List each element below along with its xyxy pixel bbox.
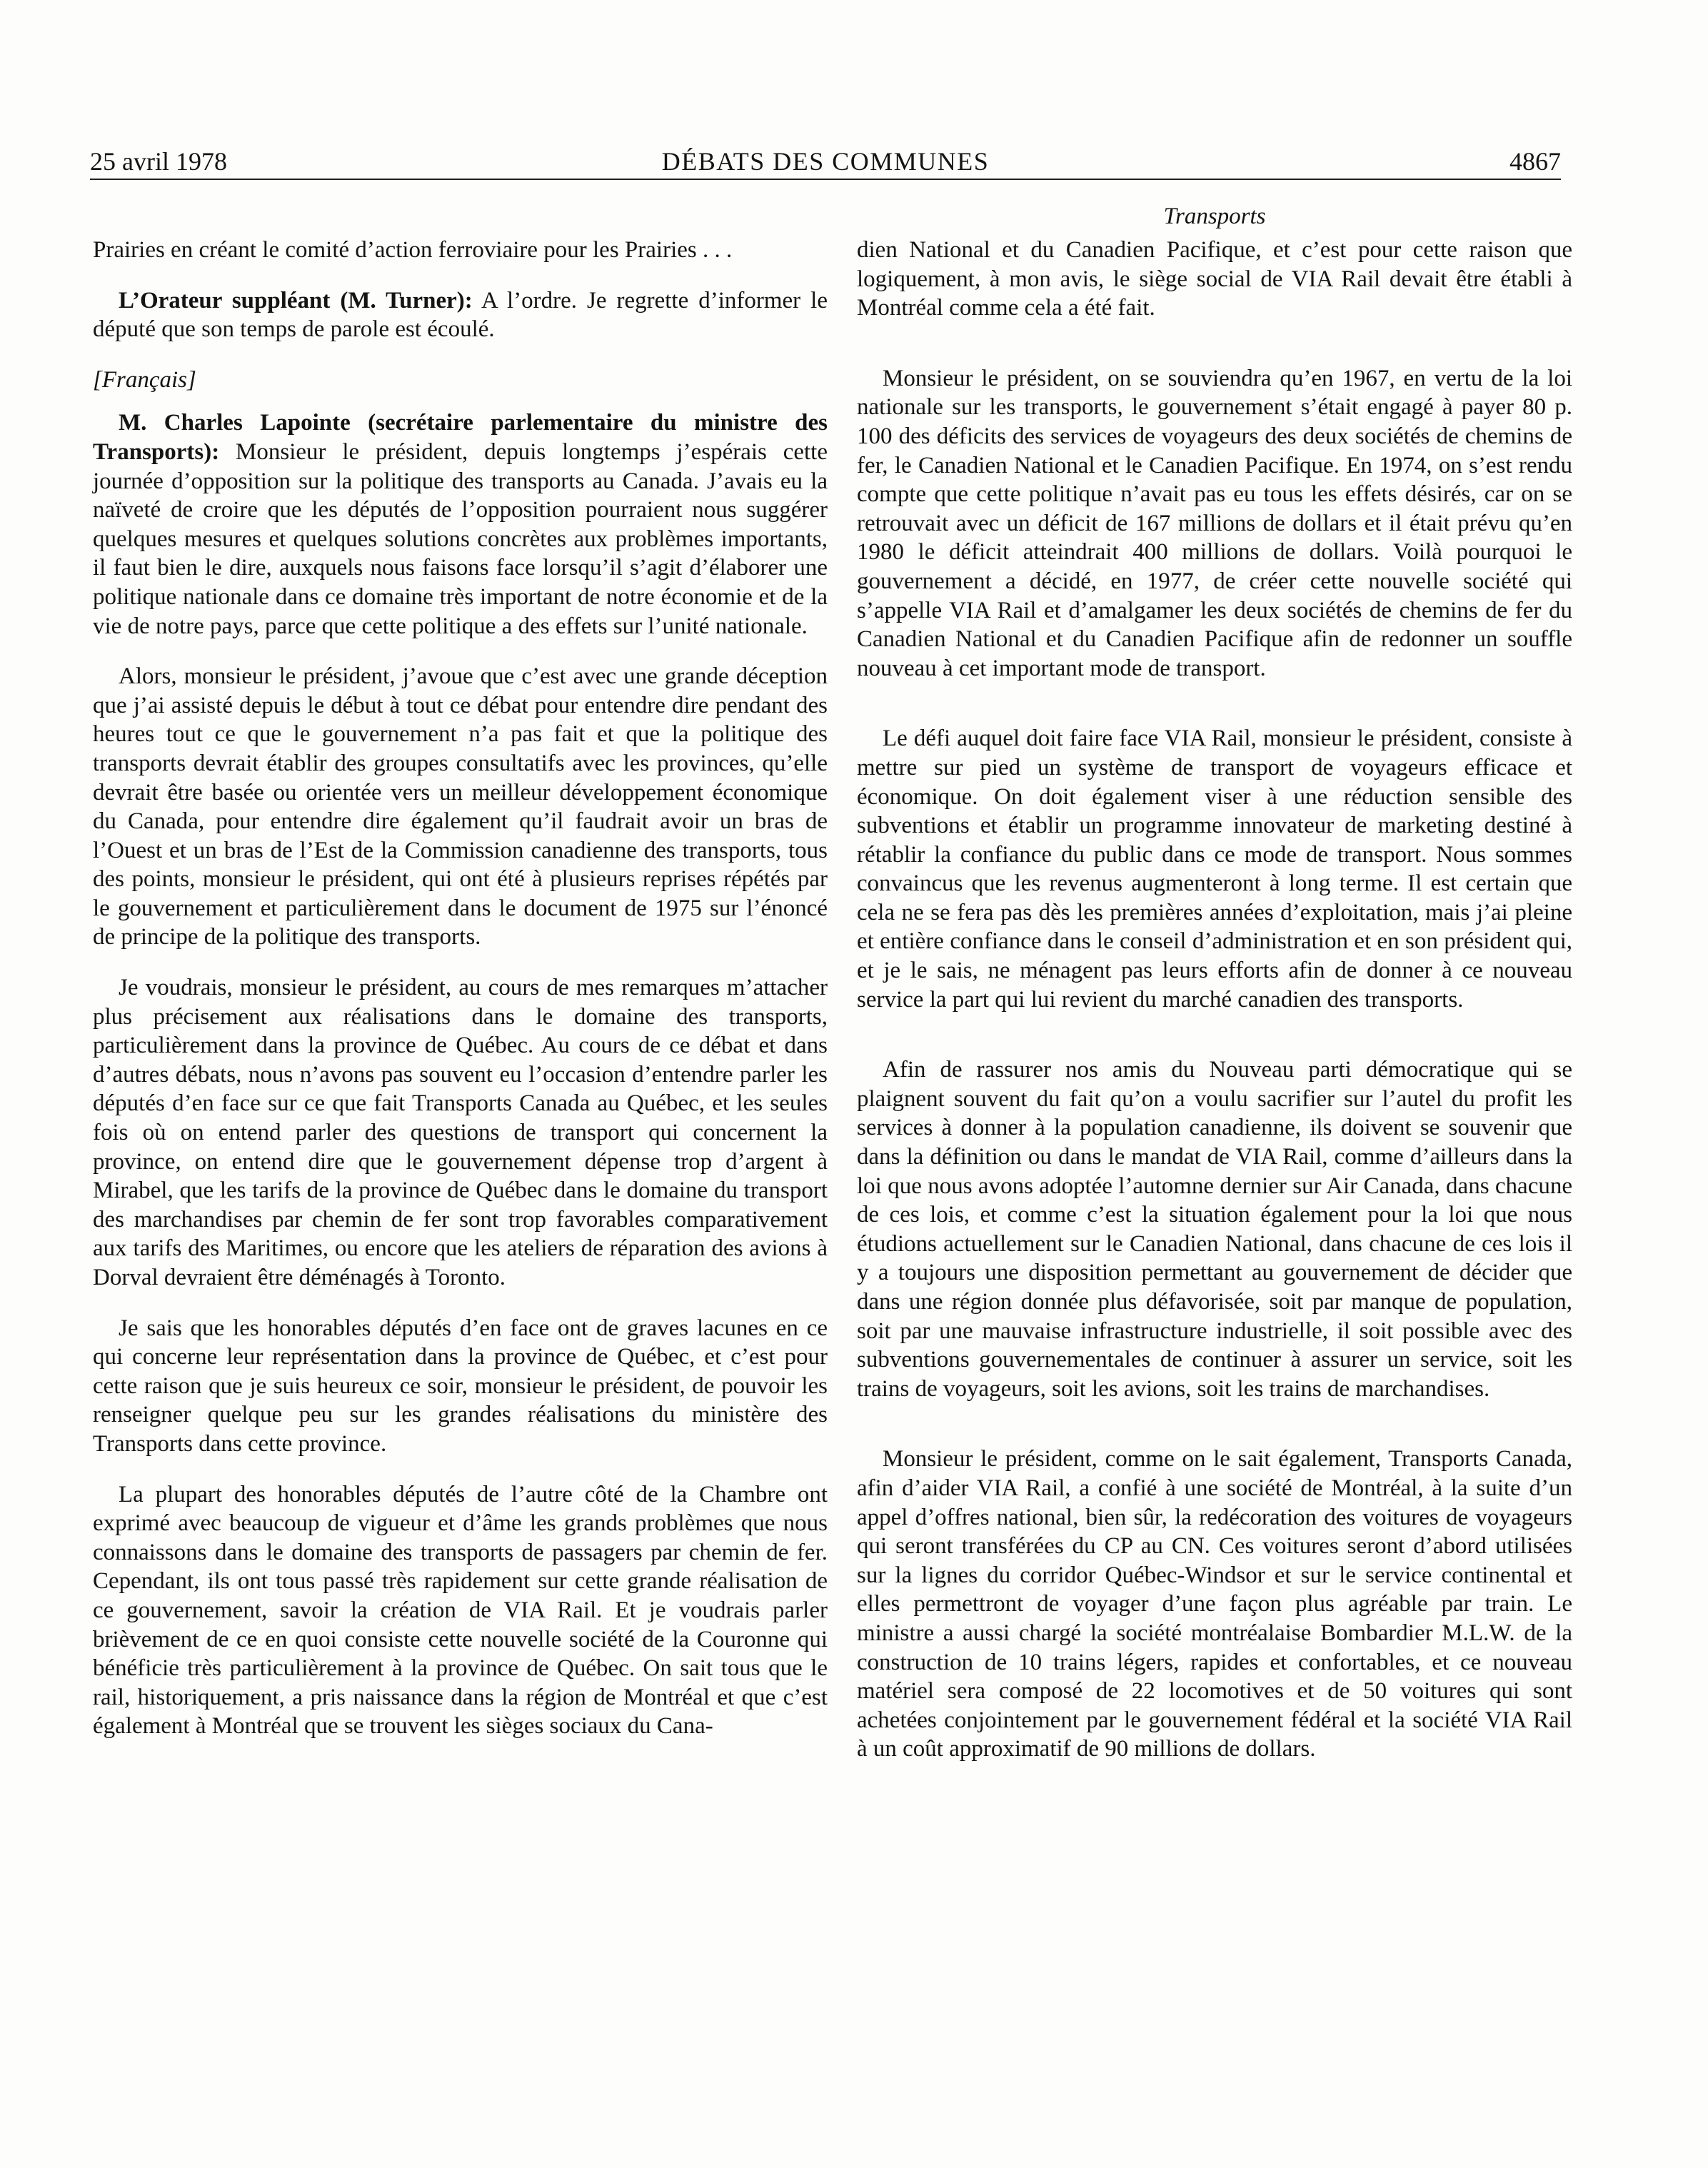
page-number: 4867 [1509, 147, 1561, 176]
header-title: DÉBATS DES COMMUNES [661, 147, 990, 176]
section-title: Transports [1163, 204, 1266, 229]
paragraph [93, 408, 828, 641]
speaker-name: M. Charles Lapointe (secrétaire parlementaire du ministre des Transports): [93, 410, 828, 465]
left-column [93, 236, 828, 1762]
paragraph: Je voudrais, monsieur le président, au cours de mes remarques m’attacher plus précisement aux réalisations dans le domaine des transports, particulièrement dans la province de Québec. Au cours de ce débat et dans d’autres débats, nous n’avons pas souvent eu l’occasion d’entendre parler les députés d’en face sur ce que fait Transports Canada au Québec, et les seules fois où on entend parler des questions de transport qui concernent la province, on entend dire que le gouvernement dépense trop d’argent à Mirabel, que les tarifs de la province de Québec dans le domaine du transport des marchandises par chemin de fer sont trop favorables comparativement aux tarifs des Maritimes, ou encore que les ateliers de réparation des avions à Dorval devraient être déménagés à Toronto. [93, 975, 828, 1290]
paragraph: Le défi auquel doit faire face VIA Rail, monsieur le président, consiste à mettre sur pied un système de transport de voyageurs efficace et économique. On doit également viser à une réduction sensible des subventions et établir un programme innovateur de marketing destiné à rétablir la confiance du public dans ce mode de transport. Nous sommes convaincus que les revenus augmenteront à long terme. Il est certain que cela ne se fera pas dès les premières années d’exploitation, mais j’ai pleine et entière confiance dans le conseil d’administration et en son président qui, et je le sais, ne ménagent pas leurs efforts afin de donner à ce nouveau service la part qui lui revient du marché canadien des transports. [857, 726, 1572, 1013]
paragraph [93, 286, 828, 344]
paragraph: dien National et du Canadien Pacifique, et c’est pour cette raison que logiquement, à mon avis, le siège social de VIA Rail devait être établi à Montréal comme cela a été fait. [857, 237, 1572, 321]
speaker-name: L’Orateur suppléant (M. Turner): [119, 287, 473, 313]
paragraph: Afin de rassurer nos amis du Nouveau parti démocratique qui se plaignent souvent du fait qu’on a voulu sacrifier sur l’autel du profit les services à donner à la population canadienne, ils doivent se souvenir que dans la définition ou dans le mandat de VIA Rail, comme d’ailleurs dans la loi que nous avons adoptée l’automne dernier sur Air Canada, dans chacune de ces lois, et comme c’est la situation également pour la loi que nous étudions actuellement sur le Canadien National, dans chacune de ces lois il y a toujours une disposition permettant au gouvernement de décider que dans une région donnée plus défavorisée, soit par manque de population, soit par une mauvaise infrastructure industrielle, il soit possible avec des subventions gouvernementales de continuer à assurer un service, soit les trains de voyageurs, soit les avions, soit les trains de marchandises. [857, 1057, 1572, 1402]
language-marker: [Français] [93, 366, 196, 393]
page-header [90, 147, 1561, 180]
paragraph: Prairies en créant le comité d’action ferroviaire pour les Prairies . . . [93, 237, 733, 263]
paragraph: Monsieur le président, comme on le sait également, Transports Canada, afin d’aider VIA Rail, a confié à une société de Montréal, à la suite d’un appel d’offres national, bien sûr, la redécoration des voitures de voyageurs qui seront transférées du CP au CN. Ces voitures seront d’abord utilisées sur la lignes du corridor Québec-Windsor et sur le service continental et elles permettront de voyager d’une façon plus agréable par train. Le ministre a aussi chargé la société montréalaise Bombardier M.L.W. de la construction de 10 trains légers, rapides et confortables, et ce nouveau matériel sera composé de 22 locomotives et de 50 voitures qui sont achetées conjointement par le gouvernement fédéral et la société VIA Rail à un coût approximatif de 90 millions de dollars. [857, 1446, 1572, 1762]
paragraph: Alors, monsieur le président, j’avoue que c’est avec une grande déception que j’ai assisté depuis le début à tout ce débat pour entendre dire pendant des heures tout ce que le gouvernement n’a pas fait et que la politique des transports devrait établir des groupes consultatifs avec les provinces, qu’elle devrait être basée ou orientée vers un meilleur développement économique du Canada, pour entendre dire également qu’il faudrait avoir un bras de l’Ouest et un bras de l’Est de la Commission canadienne des transports, tous des points, monsieur le président, qui ont été à plusieurs reprises répétés par le gouvernement et particulièrement dans le document de 1975 sur l’énoncé de principe de la politique des transports. [93, 663, 828, 950]
header-date: 25 avril 1978 [90, 147, 227, 176]
paragraph: Je sais que les honorables députés d’en face ont de graves lacunes en ce qui concerne leur représentation dans la province de Québec, et c’est pour cette raison que je suis heureux ce soir, monsieur le président, de pouvoir les renseigner quelque peu sur les grandes réalisations du ministère des Transports dans cette province. [93, 1315, 828, 1457]
speech-text: A l’ordre. Je regrette d’informer le député que son temps de parole est écoulé. [93, 287, 828, 343]
paragraph: Monsieur le président, on se souviendra qu’en 1967, en vertu de la loi nationale sur les transports, le gouvernement s’était engagé à payer 80 p. 100 des déficits des services de voyageurs des deux sociétés de chemins de fer, le Canadien National et le Canadien Pacifique. En 1974, on s’est rendu compte que cette politique n’avait pas eu tous les effets désirés, car on se retrouvait avec un déficit de 167 millions de dollars et il était prévu qu’en 1980 le déficit atteindrait 400 millions de dollars. Voilà pourquoi le gouvernement a décidé, en 1977, de créer cette nouvelle société qui s’appelle VIA Rail et d’amalgamer les deux sociétés de chemins de fer du Canadien National et du Canadien Pacifique afin de redonner un souffle nouveau à cet important mode de transport. [857, 365, 1572, 681]
right-column [857, 236, 1572, 1805]
paragraph: La plupart des honorables députés de l’autre côté de la Chambre ont exprimé avec beaucoup de vigueur et d’âme les grands problèmes que nous connaissons dans le domaine des transports de passagers par chemin de fer. Cependant, ils ont tous passé très rapidement sur cette grande réalisation de ce gouvernement, savoir la création de VIA Rail. Et je voudrais parler brièvement de ce en quoi consiste cette nouvelle société de la Couronne qui bénéficie très particulièrement à la province de Québec. On sait tous que le rail, historiquement, a pris naissance dans la région de Montréal et que c’est également à Montréal que se trouvent les sièges sociaux du Cana- [93, 1481, 828, 1740]
speech-text: Monsieur le président, depuis longtemps j’espérais cette journée d’opposition sur la politique des transports au Canada. J’avais eu la naïveté de croire que les députés de l’opposition pourraient nous suggérer quelques mesures et quelques solutions concrètes aux problèmes importants, il faut bien le dire, auxquels nous faisons face lorsqu’il s’agit d’élaborer une politique nationale dans ce domaine très important de notre économie et de la vie de notre pays, parce que cette politique a des effets sur l’unité nationale. [93, 438, 828, 639]
